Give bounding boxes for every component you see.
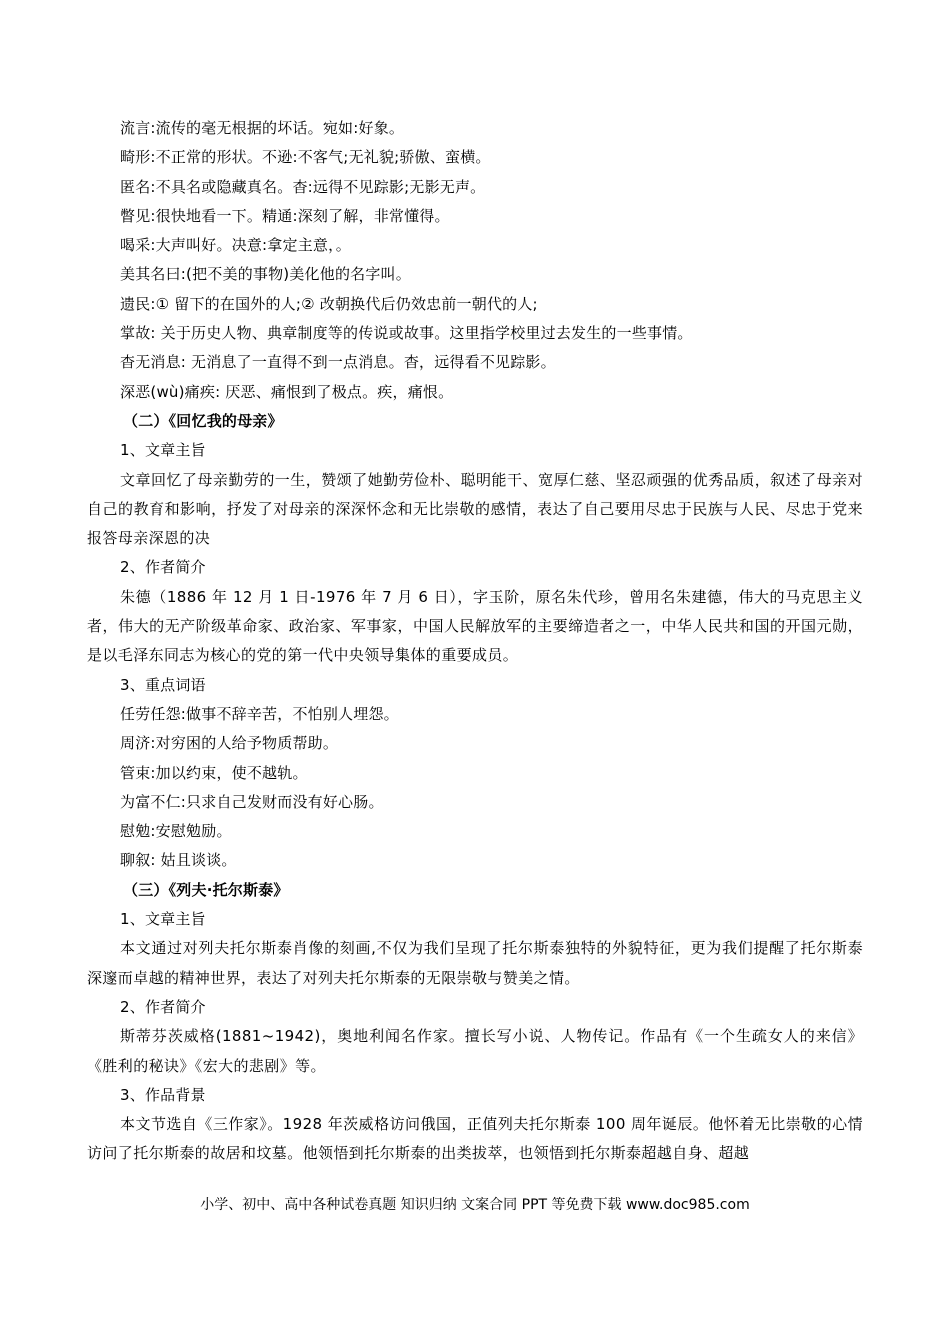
vocab-line: 瞥见:很快地看一下。精通:深刻了解，非常懂得。 [120, 206, 450, 225]
subsection-title: 2、作者简介 [120, 558, 206, 577]
subsection-title: 2、作者简介 [120, 997, 206, 1016]
vocab-line: 任劳任怨:做事不辞辛苦，不怕别人埋怨。 [120, 704, 399, 723]
vocab-line: 流言:流传的毫无根据的坏话。宛如:好象。 [120, 119, 405, 137]
vocab-line: 慰勉:安慰勉励。 [120, 822, 232, 841]
vocab-line: 管束:加以约束，使不越轨。 [120, 763, 308, 782]
paragraph: 斯蒂芬茨威格(1881~1942)，奥地利闻名作家。擅长写小说、人物传记。作品有《一个生疏女人的来信》《胜利的秘诀》《宏大的悲剧》等。 [87, 1027, 863, 1075]
paragraph: 本文通过对列夫托尔斯泰肖像的刻画,不仅为我们呈现了托尔斯泰独特的外貌特征，更为我们提醒了托尔斯泰深邃而卓越的精神世界，表达了对列夫托尔斯泰的无限崇敬与赞美之情。 [87, 939, 863, 987]
vocab-line: 周济:对穷困的人给予物质帮助。 [120, 734, 339, 753]
subsection-title: 1、文章主旨 [120, 910, 206, 929]
vocab-line: 匿名:不具名或隐藏真名。杳:远得不见踪影;无影无声。 [120, 177, 486, 196]
section-heading: （二）《回忆我的母亲》 [123, 411, 283, 430]
paragraph: 文章回忆了母亲勤劳的一生，赞颂了她勤劳俭朴、聪明能干、宽厚仁慈、坚忍顽强的优秀品质，叙述了母亲对自己的教育和影响，抒发了对母亲的深深怀念和无比崇敬的感情，表达了自己要用尽忠于民族与人民、尽忠于党来报答母亲深恩的决 [87, 470, 863, 548]
vocab-line: 杳无消息: 无消息了一直得不到一点消息。杳，远得看不见踪影。 [120, 353, 556, 372]
document-body [87, 114, 863, 1169]
subsection-title: 1、文章主旨 [120, 441, 206, 460]
vocab-line: 喝采:大声叫好。决意:拿定主意，。 [120, 236, 352, 255]
paragraph: 朱德（1886 年 12 月 1 日-1976 年 7 月 6 日），字玉阶，原名朱代珍，曾用名朱建德，伟大的马克思主义者，伟大的无产阶级革命家、政治家、军事家，中国人民解放军的主要缔造者之一，中华人民共和国的开国元勋，是以毛泽东同志为核心的党的第一代中央领导集体的重要成员。 [87, 587, 863, 665]
vocab-line: 为富不仁:只求自己发财而没有好心肠。 [120, 792, 384, 811]
section-heading: （三）《列夫·托尔斯泰》 [123, 880, 289, 899]
vocab-line: 掌故: 关于历史人物、典章制度等的传说或故事。这里指学校里过去发生的一些事情。 [120, 324, 693, 343]
vocab-line: 深恶(wù)痛疾: 厌恶、痛恨到了极点。疾，痛恨。 [120, 382, 454, 401]
vocab-line: 聊叙: 姑且谈谈。 [120, 851, 237, 870]
subsection-title: 3、作品背景 [120, 1085, 206, 1104]
vocab-line: 遗民:① 留下的在国外的人;② 改朝换代后仍效忠前一朝代的人; [120, 294, 538, 313]
subsection-title: 3、重点词语 [120, 675, 206, 694]
vocab-line: 美其名曰:(把不美的事物)美化他的名字叫。 [120, 265, 411, 284]
page-footer: 小学、初中、高中各种试卷真题 知识归纳 文案合同 PPT 等免费下载 www.doc985.com [200, 1197, 750, 1213]
paragraph: 本文节选自《三作家》。1928 年茨威格访问俄国，正值列夫托尔斯泰 100 周年诞辰。他怀着无比崇敬的心情访问了托尔斯泰的故居和坟墓。他领悟到托尔斯泰的出类拔萃，也领悟到托尔斯泰超越自身、超越 [87, 1115, 863, 1163]
vocab-line: 畸形:不正常的形状。不逊:不客气;无礼貌;骄傲、蛮横。 [120, 148, 491, 167]
